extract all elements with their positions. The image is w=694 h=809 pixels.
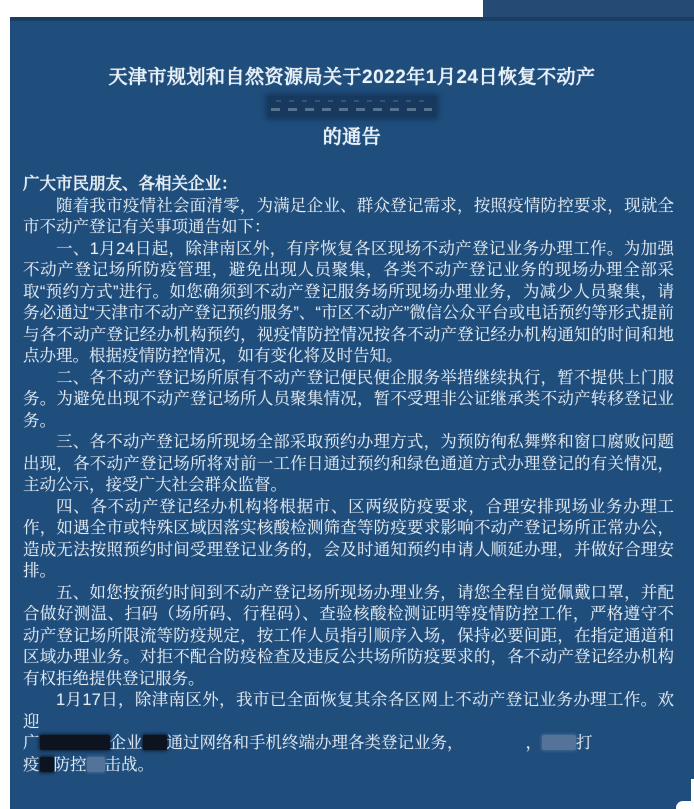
text-fragment: 的通告: [322, 127, 382, 148]
text-fragment: 天津市规划和自然资源局关于2022年1月24日恢复不动产: [108, 67, 596, 88]
redaction-patch: [464, 735, 526, 750]
redaction-patch: [40, 735, 110, 750]
redaction-patch: [268, 96, 436, 117]
body-paragraph: 四、各不动产登记经办机构将根据市、区两级防疫要求，合理安排现场业务办理工作，如遇全市或特殊区域因落实核酸检测筛查等防疫要求影响不动产登记场所正常办公，造成无法按照预约时间受理登记业务的，会及时通知预约申请人顺延办理，并做好合理安排。: [23, 497, 674, 580]
text-fragment: 1月17日，除津南区外，我市已全面恢复其余各区网上不动产登记业务办理工作。欢迎: [23, 691, 674, 731]
redaction-patch: [542, 735, 576, 750]
text-fragment: 广: [23, 734, 40, 752]
text-fragment: 防控: [53, 755, 87, 774]
text-fragment: 打: [576, 734, 593, 752]
notice-title: [26, 63, 678, 153]
paragraph-list: [23, 196, 674, 691]
body-paragraph: 三、各不动产登记场所现场全部采取预约办理方式，为预防徇私舞弊和窗口腐败问题出现，各不动产登记场所将对前一工作日通过预约和绿色通道方式办理登记的有关情况，主动公示，接受广大社会群众监督。: [23, 433, 674, 494]
body-paragraph: 随着我市疫情社会面清零，为满足企业、群众登记需求，按照疫情防控要求，现就全市不动产登记有关事项通告如下：: [23, 196, 674, 236]
redaction-patch: [143, 735, 167, 750]
text-fragment: 企业: [109, 734, 143, 752]
text-fragment: 击战。: [104, 755, 154, 774]
text-fragment: 通过网络和手机终端办理各类登记业务，: [166, 734, 464, 752]
body-paragraph: 一、1月24日起，除津南区外，有序恢复各区现场不动产登记业务办理工作。为加强不动产登记场所防疫管理，避免出现人员聚集，各类不动产登记业务的现场办理全部采取“预约方式”进行。如您确须到不动产登记服务场所现场办理业务，为减少人员聚集，请务必通过“天津市不动产登记预约服务”、“市区不动产”微信公众平台或电话预约等形式提前与各不动产登记经办机构预约，视疫情防控情况按各不动产登记经办机构通知的时间和地点办理。根据疫情防控情况，如有变化将及时告知。: [23, 239, 674, 365]
text-fragment: 疫: [23, 755, 40, 774]
salutation-line: 广大市民朋友、各相关企业：: [23, 175, 238, 193]
notice-panel: [10, 17, 694, 809]
body-paragraph: 五、如您按预约时间到不动产登记场所现场办理业务，请您全程自觉佩戴口罩，并配合做好测温、扫码（场所码、行程码）、查验核酸检测证明等疫情防控工作，严格遵守不动产登记场所限流等防疫规定，按工作人员指引顺序入场，保持必要间距，在指定通道和区域办理业务。对拒不配合防疫检查及违反公共场所防疫要求的，各不动产登记经办机构有权拒绝提供登记服务。: [23, 583, 674, 688]
final-paragraph: [23, 690, 674, 776]
redaction-patch: [40, 757, 54, 772]
redaction-patch: [87, 757, 105, 772]
notice-body: [23, 174, 674, 776]
body-paragraph: 二、各不动产登记场所原有不动产登记便民便企服务举措继续执行，暂不提供上门服务。为避免出现不动产登记场所人员聚集情况，暂不受理非公证继承类不动产转移登记业务。: [23, 368, 674, 430]
text-fragment: ，: [525, 734, 542, 752]
